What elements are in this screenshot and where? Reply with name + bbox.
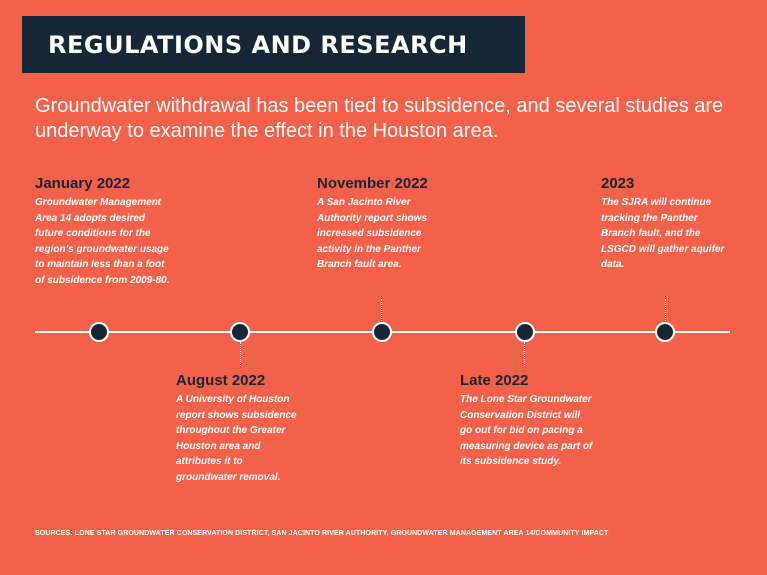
connector-late-2022: [524, 342, 525, 366]
title-banner: [22, 16, 525, 73]
timeline-event-november-2022: [317, 175, 445, 273]
event-date: 2023: [601, 175, 635, 192]
event-description: Groundwater Management Area 14 adopts desired future conditions for the region’s groundwater usage to maintain less than a foot of subsidence from 2009-80.: [35, 197, 170, 286]
subtitle: Groundwater withdrawal has been tied to subsidence, and several studies are underway to examine the effect in the Houston area.: [35, 95, 724, 142]
timeline-event-january-2022: [35, 175, 170, 288]
timeline-dot-january-2022: [89, 322, 109, 342]
timeline-event-august-2022: [176, 372, 301, 485]
connector-november-2022: [381, 299, 382, 321]
connector-2023: [665, 299, 666, 321]
event-description: A University of Houston report shows subsidence throughout the Greater Houston area and attributes it to groundwater removal.: [176, 394, 297, 483]
event-description: A San Jacinto River Authority report shows increased subsidence activity in the Panther Branch fault area.: [317, 197, 428, 270]
page-title: REGULATIONS AND RESEARCH: [48, 30, 468, 59]
timeline-dot-november-2022: [372, 322, 392, 342]
event-date: January 2022: [35, 175, 131, 192]
event-description: The SJRA will continue tracking the Panther Branch fault, and the LSGCD will gather aquifer data.: [601, 197, 725, 270]
timeline-dot-2023: [655, 322, 675, 342]
sources-footnote: SOURCES: LONE STAR GROUNDWATER CONSERVATION DISTRICT, SAN JACINTO RIVER AUTHORITY, GROUNDWATER MANAGEMENT AREA 14/COMMUNITY IMPACT: [35, 530, 609, 537]
timeline-dot-late-2022: [515, 322, 535, 342]
timeline-dot-august-2022: [230, 322, 250, 342]
timeline-event-late-2022: [460, 372, 595, 470]
event-date: Late 2022: [460, 372, 529, 389]
event-description: The Lone Star Groundwater Conservation District will go out for bid on pacing a measuring device as part of its subsidence study.: [460, 394, 593, 467]
connector-august-2022: [240, 342, 241, 366]
event-date: November 2022: [317, 175, 428, 192]
timeline-event-2023: [601, 175, 731, 273]
event-date: August 2022: [176, 372, 266, 389]
